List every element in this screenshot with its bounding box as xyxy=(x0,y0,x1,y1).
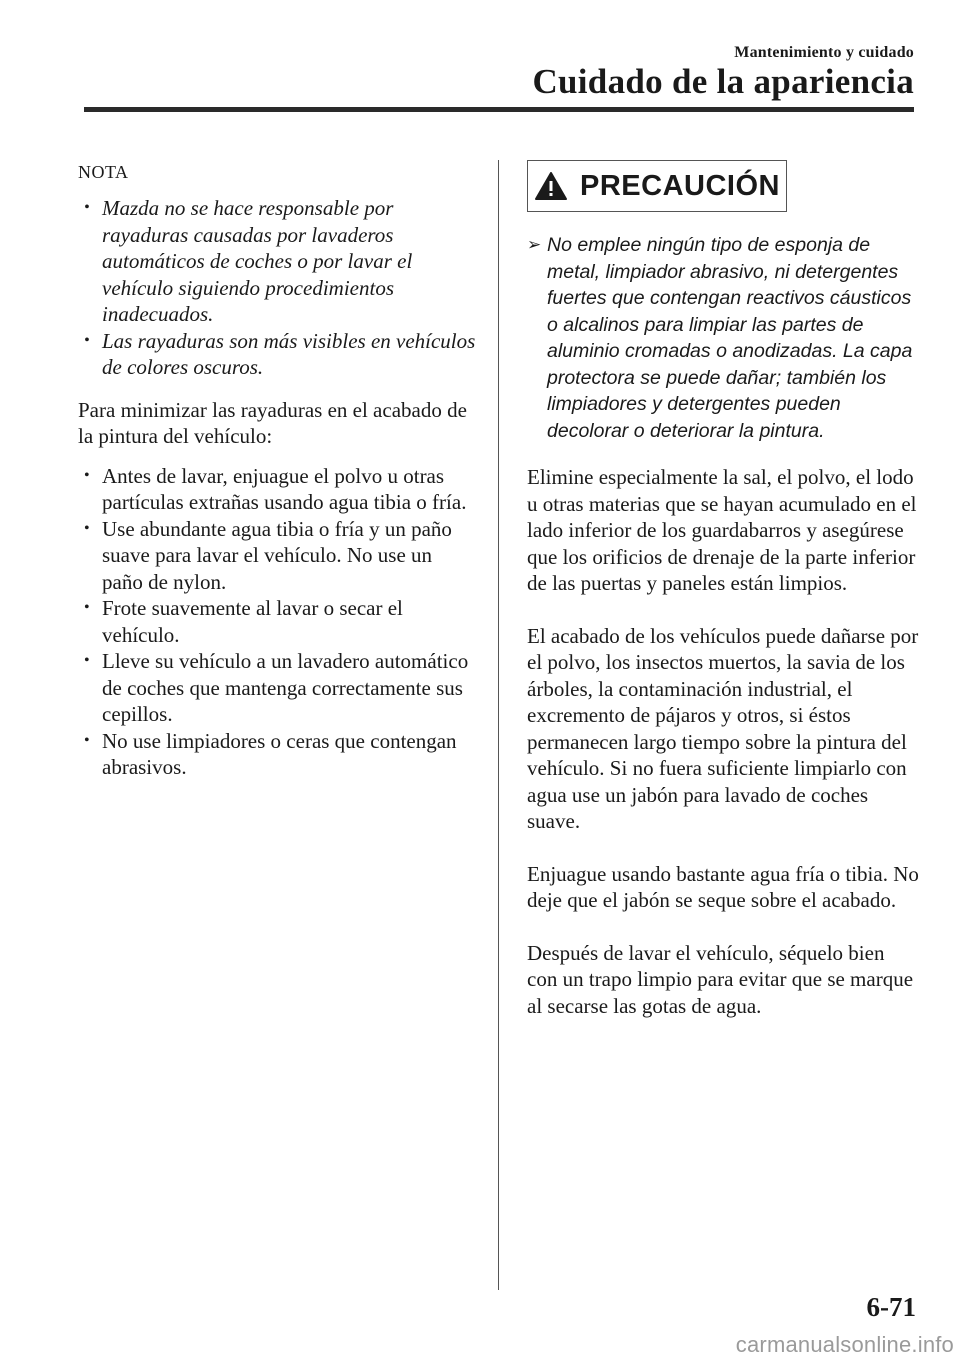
caution-item: ➢ No emplee ningún tipo de esponja de metal, limpiador abrasivo, ni detergentes fuertes que contengan reactivos cáusticos o alcalinos para limpiar las partes de aluminio cromadas o anodizadas. La capa protectora se puede dañar; también los limpiadores y detergentes pueden decolorar o deteriorar la pintura. xyxy=(527,234,913,442)
caution-list xyxy=(527,232,919,444)
nota-item: • Las rayaduras son más visibles en vehículos de colores oscuros. xyxy=(84,328,476,379)
step-item: • Frote suavemente al lavar o secar el vehículo. xyxy=(84,596,403,647)
nota-list xyxy=(78,195,478,381)
body-paragraph: Después de lavar el vehículo, séquelo bien con un trapo limpio para evitar que se marque al secarse las gotas de agua. xyxy=(527,940,914,1018)
caution-label: PRECAUCIÓN xyxy=(580,169,780,202)
right-column xyxy=(527,158,919,1045)
caution-box xyxy=(527,160,787,212)
header-rule xyxy=(84,107,914,112)
step-item: • No use limpiadores o ceras que contengan abrasivos. xyxy=(84,728,457,779)
nota-item: • Mazda no se hace responsable por rayaduras causadas por lavaderos automáticos de coches o por lavar el vehículo siguiendo procedimientos inadecuados. xyxy=(84,196,413,326)
bullet-icon: • xyxy=(84,466,90,484)
bullet-icon: • xyxy=(84,599,90,616)
section-title: Cuidado de la apariencia xyxy=(532,62,914,101)
steps-list xyxy=(78,463,478,781)
bullet-icon: • xyxy=(84,519,90,537)
column-divider xyxy=(498,160,499,1290)
step-item: • Lleve su vehículo a un lavadero automático de coches que mantenga correctamente sus cepillos. xyxy=(84,649,469,726)
page-header xyxy=(0,0,960,120)
watermark-text: carmanualsonline.info xyxy=(735,1332,954,1357)
step-item: • Antes de lavar, enjuague el polvo u otras partículas extrañas usando agua tibia o fría. xyxy=(84,463,467,514)
page-number: 6-71 xyxy=(866,1292,916,1322)
nota-title: NOTA xyxy=(78,162,129,182)
bullet-icon: • xyxy=(84,652,90,669)
bullet-icon: • xyxy=(84,731,90,749)
warning-triangle-icon xyxy=(534,171,568,201)
arrow-right-icon: ➢ xyxy=(527,235,542,254)
step-item: • Use abundante agua tibia o fría y un paño suave para lavar el vehículo. No use un paño de nylon. xyxy=(84,516,452,594)
bullet-icon: • xyxy=(84,199,90,216)
intro-paragraph: Para minimizar las rayaduras en el acabado de la pintura del vehículo: xyxy=(78,397,467,448)
left-column xyxy=(78,158,478,781)
bullet-icon: • xyxy=(84,331,90,349)
body-paragraph: Elimine especialmente la sal, el polvo, el lodo u otras materias que se hayan acumulado en el lado inferior de los guardabarros y asegúrese que los orificios de drenaje de la parte inferior de las puertas y paneles están limpios. xyxy=(527,465,917,595)
body-paragraph: El acabado de los vehículos puede dañarse por el polvo, los insectos muertos, la savia de los árboles, la contaminación industrial, el excremento de pájaros y otros, si éstos permanecen largo tiempo sobre la pintura del vehículo. Si no fuera suficiente limpiarlo con agua use un jabón para lavado de coches suave. xyxy=(527,623,919,833)
chapter-title: Mantenimiento y cuidado xyxy=(734,44,914,61)
body-paragraph: Enjuague usando bastante agua fría o tibia. No deje que el jabón se seque sobre el acabado. xyxy=(527,861,919,912)
